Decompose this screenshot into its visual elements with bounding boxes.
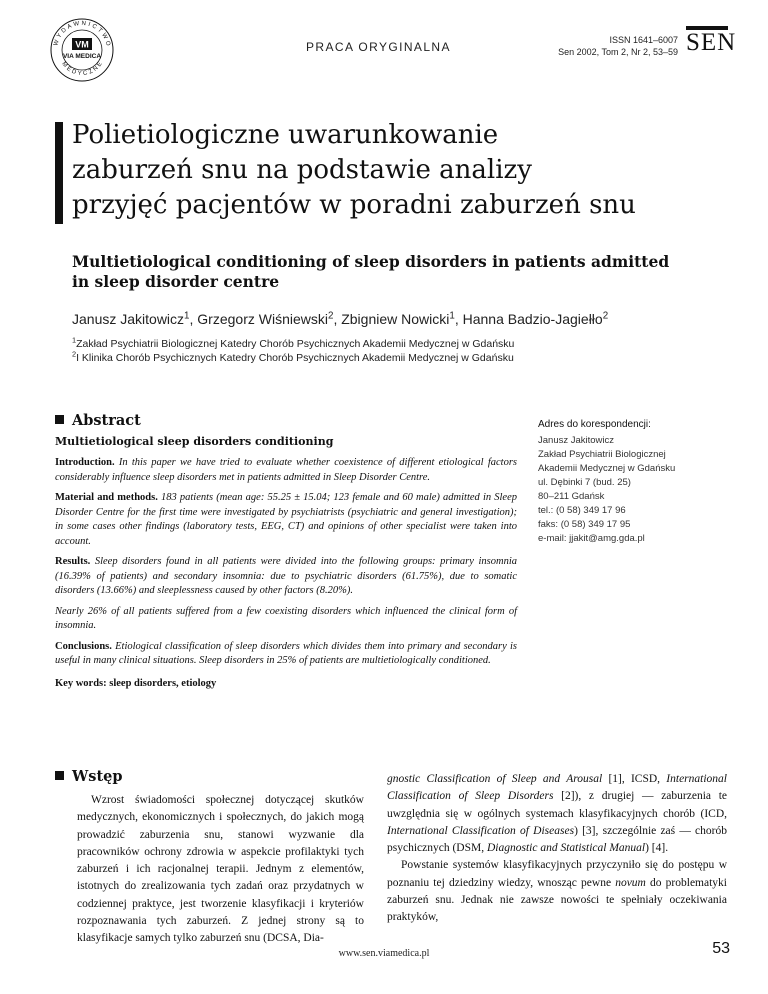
logo-badge: VM (75, 39, 89, 50)
correspondence-line: ul. Dębinki 7 (bud. 25) (538, 477, 631, 488)
body-column-left: Wzrost świadomości społecznej dotyczącej skutków medycznych, ekonomicznych i społecznych, do jakich mogą prowadzić zaburzenia snu, stanowi wyzwanie dla pracowników ochrony zdrowia w aspekcie profilaktyki tych zaburzeń i ich racjonalnej terapii. Jednym z elementów, istotnych do zrealizowania tych zadań oraz przydatnych w codziennej praktyce, jest tworzenie klasyfikacji i kryteriów rozpoznawania tych zaburzeń. Z jednej strony są to klasyfikacje samych tylko zaburzeń snu (DCSA, Dia- (77, 794, 364, 945)
abstract-paragraph: Conclusions. Etiological classification of sleep disorders which divides them into primary and secondary is useful in many clinical situations. Sleep disorders in 25% of patients are multietiologically conditioned. (55, 640, 517, 666)
abstract-paragraph: Results. Sleep disorders found in all patients were divided into the following groups: primary insomnia (16.39% of patients) and secondary insomnia: due to psychiatric disorders (61.75%), due to somatic disorders (13.66%) and sleeplessness caused by other factors (8.20%). (55, 556, 517, 596)
article-subtitle (72, 252, 669, 292)
author: Janusz Jakitowicz$^1$, (72, 310, 198, 327)
issn: ISSN 1641–6007 (609, 35, 678, 45)
abstract-subheading: Multietiological sleep disorders conditioning (55, 434, 334, 448)
logo-ring-bottom: MEDYCZNE (60, 59, 105, 78)
correspondence-box (538, 418, 728, 546)
running-title: PRACA ORYGINALNA (306, 40, 451, 54)
abstract-paragraph: Introduction. In this paper we have tried to evaluate whether coexistence of different etiological factors considerably influence sleep disorders met in patients admitted in Sleep Disorder Centre. (55, 457, 517, 483)
journal-mark-text: SEN (686, 29, 737, 56)
correspondence-line: Janusz Jakitowicz (538, 435, 615, 446)
abstract (55, 414, 517, 691)
affiliation: $^1$Zakład Psychiatrii Biologicznej Katedry Chorób Psychicznych Akademii Medycznej w Gdańsku (72, 335, 515, 350)
publisher-logo (48, 16, 116, 84)
correspondence-heading: Adres do korespondencji: (538, 419, 651, 430)
correspondence-email[interactable]: e-mail: jjakit@amg.gda.pl (538, 533, 645, 544)
page-number: 53 (712, 940, 730, 957)
article-title (72, 118, 636, 223)
affiliation: $^2$I Klinika Chorób Psychicznych Katedry Chorób Psychicznych Akademii Medycznej w Gdańsku (72, 349, 514, 364)
journal-mark (686, 26, 737, 56)
logo-text: VIA MEDICA (62, 53, 102, 60)
subtitle-line-2: in sleep disorder centre (72, 272, 280, 291)
logo-ring-top: WYDAWNICTWO (53, 20, 112, 49)
correspondence-line: Zakład Psychiatrii Biologicznej (538, 449, 666, 460)
correspondence-line: faks: (0 58) 349 17 95 (538, 519, 631, 530)
author-list (72, 311, 608, 327)
author: Grzegorz Wiśniewski$^2$, (197, 310, 342, 327)
correspondence-line: tel.: (0 58) 349 17 96 (538, 505, 626, 516)
author: Zbigniew Nowicki$^1$, (341, 310, 463, 327)
square-bullet-icon (55, 771, 64, 780)
title-line-1: Polietiologiczne uwarunkowanie (72, 120, 499, 150)
citation: Sen 2002, Tom 2, Nr 2, 53–59 (558, 47, 678, 57)
abstract-paragraph: Material and methods. 183 patients (mean age: 55.25 ± 15.04; 123 female and 60 male) admitted in Sleep Disorder Centre for the first time were investigated by psychiatrists (psychiatric and general investigation); in some cases other findings (laboratory tests, EEG, CT) and opinions of other specialist were taken into account. (55, 492, 517, 547)
section-heading-wstep: Wstęp (55, 768, 123, 785)
issn-block (558, 34, 678, 58)
author: Hanna Badzio-Jagiełło$^2$ (462, 310, 609, 327)
title-line-2: zaburzeń snu na podstawie analizy (72, 155, 532, 185)
correspondence-line: 80–211 Gdańsk (538, 491, 605, 502)
title-line-3: przyjęć pacjentów w poradni zaburzeń snu (72, 190, 636, 220)
title-accent-bar (55, 122, 63, 224)
subtitle-line-1: Multietiological conditioning of sleep disorders in patients admitted (72, 252, 670, 271)
footer-url[interactable]: www.sen.viamedica.pl (338, 948, 430, 959)
abstract-paragraph: Nearly 26% of all patients suffered from a few coexisting disorders which influenced the clinical form of insomnia. (55, 605, 517, 631)
body-column-right (387, 771, 727, 927)
affiliations (72, 337, 514, 365)
keywords: Key words: sleep disorders, etiology (55, 677, 217, 689)
body-paragraph: gnostic Classification of Sleep and Arousal [1], ICSD, International Classification of Sleep Disorders [2]), z drugiej — zaburzenia te uwzględnia się w ogólnych systemach klasyfikacyjnych chorób (ICD, International Classification of Diseases) [3], szczególnie zaś — chorób psychicznych (DSM, Diagnostic and Statistical Manual) [4]. (387, 773, 727, 855)
square-bullet-icon (55, 415, 64, 424)
abstract-heading: Abstract (55, 414, 517, 429)
correspondence-line: Akademii Medycznej w Gdańsku (538, 463, 676, 474)
body-paragraph: Powstanie systemów klasyfikacyjnych przyczyniło się do postępu w poznaniu tej dziedziny wiedzy, wnosząc pewne novum do problematyki zaburzeń snu. Jednak nie zawsze nowości te spełniały oczekiwania praktyków, (387, 859, 727, 924)
svg-text:MEDYCZNE (60, 60, 104, 77)
